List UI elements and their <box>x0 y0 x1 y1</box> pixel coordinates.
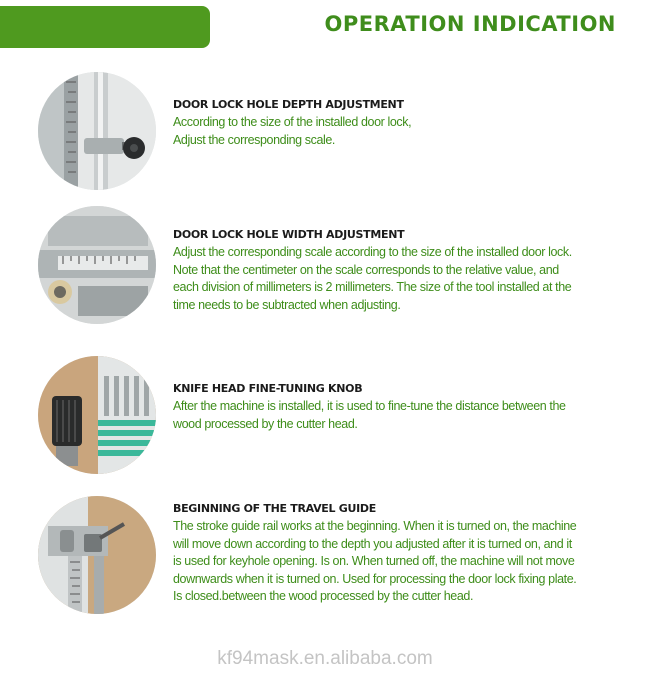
travel-guide-illustration <box>38 496 156 614</box>
depth-adjustment-photo <box>38 72 156 190</box>
section-title: BEGINNING OF THE TRAVEL GUIDE <box>173 502 376 515</box>
travel-guide-text <box>173 502 623 606</box>
section-line: Adjust the corresponding scale according to the size of the installed door lock. <box>173 245 572 259</box>
page-title: OPERATION INDICATION <box>324 12 616 36</box>
watermark-text: kf94mask.en.alibaba.com <box>217 648 433 669</box>
fine-tuning-knob-photo <box>38 356 156 474</box>
section-line: wood processed by the cutter head. <box>173 416 358 431</box>
section-title: DOOR LOCK HOLE DEPTH ADJUSTMENT <box>173 98 404 111</box>
section-line: The stroke guide rail works at the beginning. When it is turned on, the machine <box>173 519 577 533</box>
section-line: downwards when it is turned on. Used for processing the door lock fixing plate. <box>173 571 577 586</box>
section-line: will move down according to the depth you adjusted after it is turned on, and it <box>173 536 572 551</box>
knob-illustration <box>38 356 156 474</box>
section-line: each division of millimeters is 2 millimeters. The size of the tool installed at the <box>173 280 572 294</box>
section-title: DOOR LOCK HOLE WIDTH ADJUSTMENT <box>173 228 405 241</box>
width-scale-illustration <box>38 206 156 324</box>
section-line: Is closed.between the wood processed by the cutter head. <box>173 589 474 603</box>
section-line: Adjust the corresponding scale. <box>173 132 336 147</box>
travel-guide-photo <box>38 496 156 614</box>
section-line: According to the size of the installed door lock, <box>173 115 412 129</box>
section-line: Note that the centimeter on the scale corresponds to the relative value, and <box>173 262 559 277</box>
fine-tuning-knob-text <box>173 382 623 433</box>
depth-adjustment-text <box>173 98 623 149</box>
width-adjustment-text <box>173 228 623 314</box>
depth-scale-illustration <box>38 72 156 190</box>
section-line: time needs to be subtracted when adjusting. <box>173 297 401 312</box>
width-adjustment-photo <box>38 206 156 324</box>
section-line: is used for keyhole opening. Is on. When turned off, the machine will not move <box>173 554 575 568</box>
section-title: KNIFE HEAD FINE-TUNING KNOB <box>173 382 363 395</box>
section-line: After the machine is installed, it is used to fine-tune the distance between the <box>173 399 566 413</box>
header-accent-bar <box>0 6 210 48</box>
